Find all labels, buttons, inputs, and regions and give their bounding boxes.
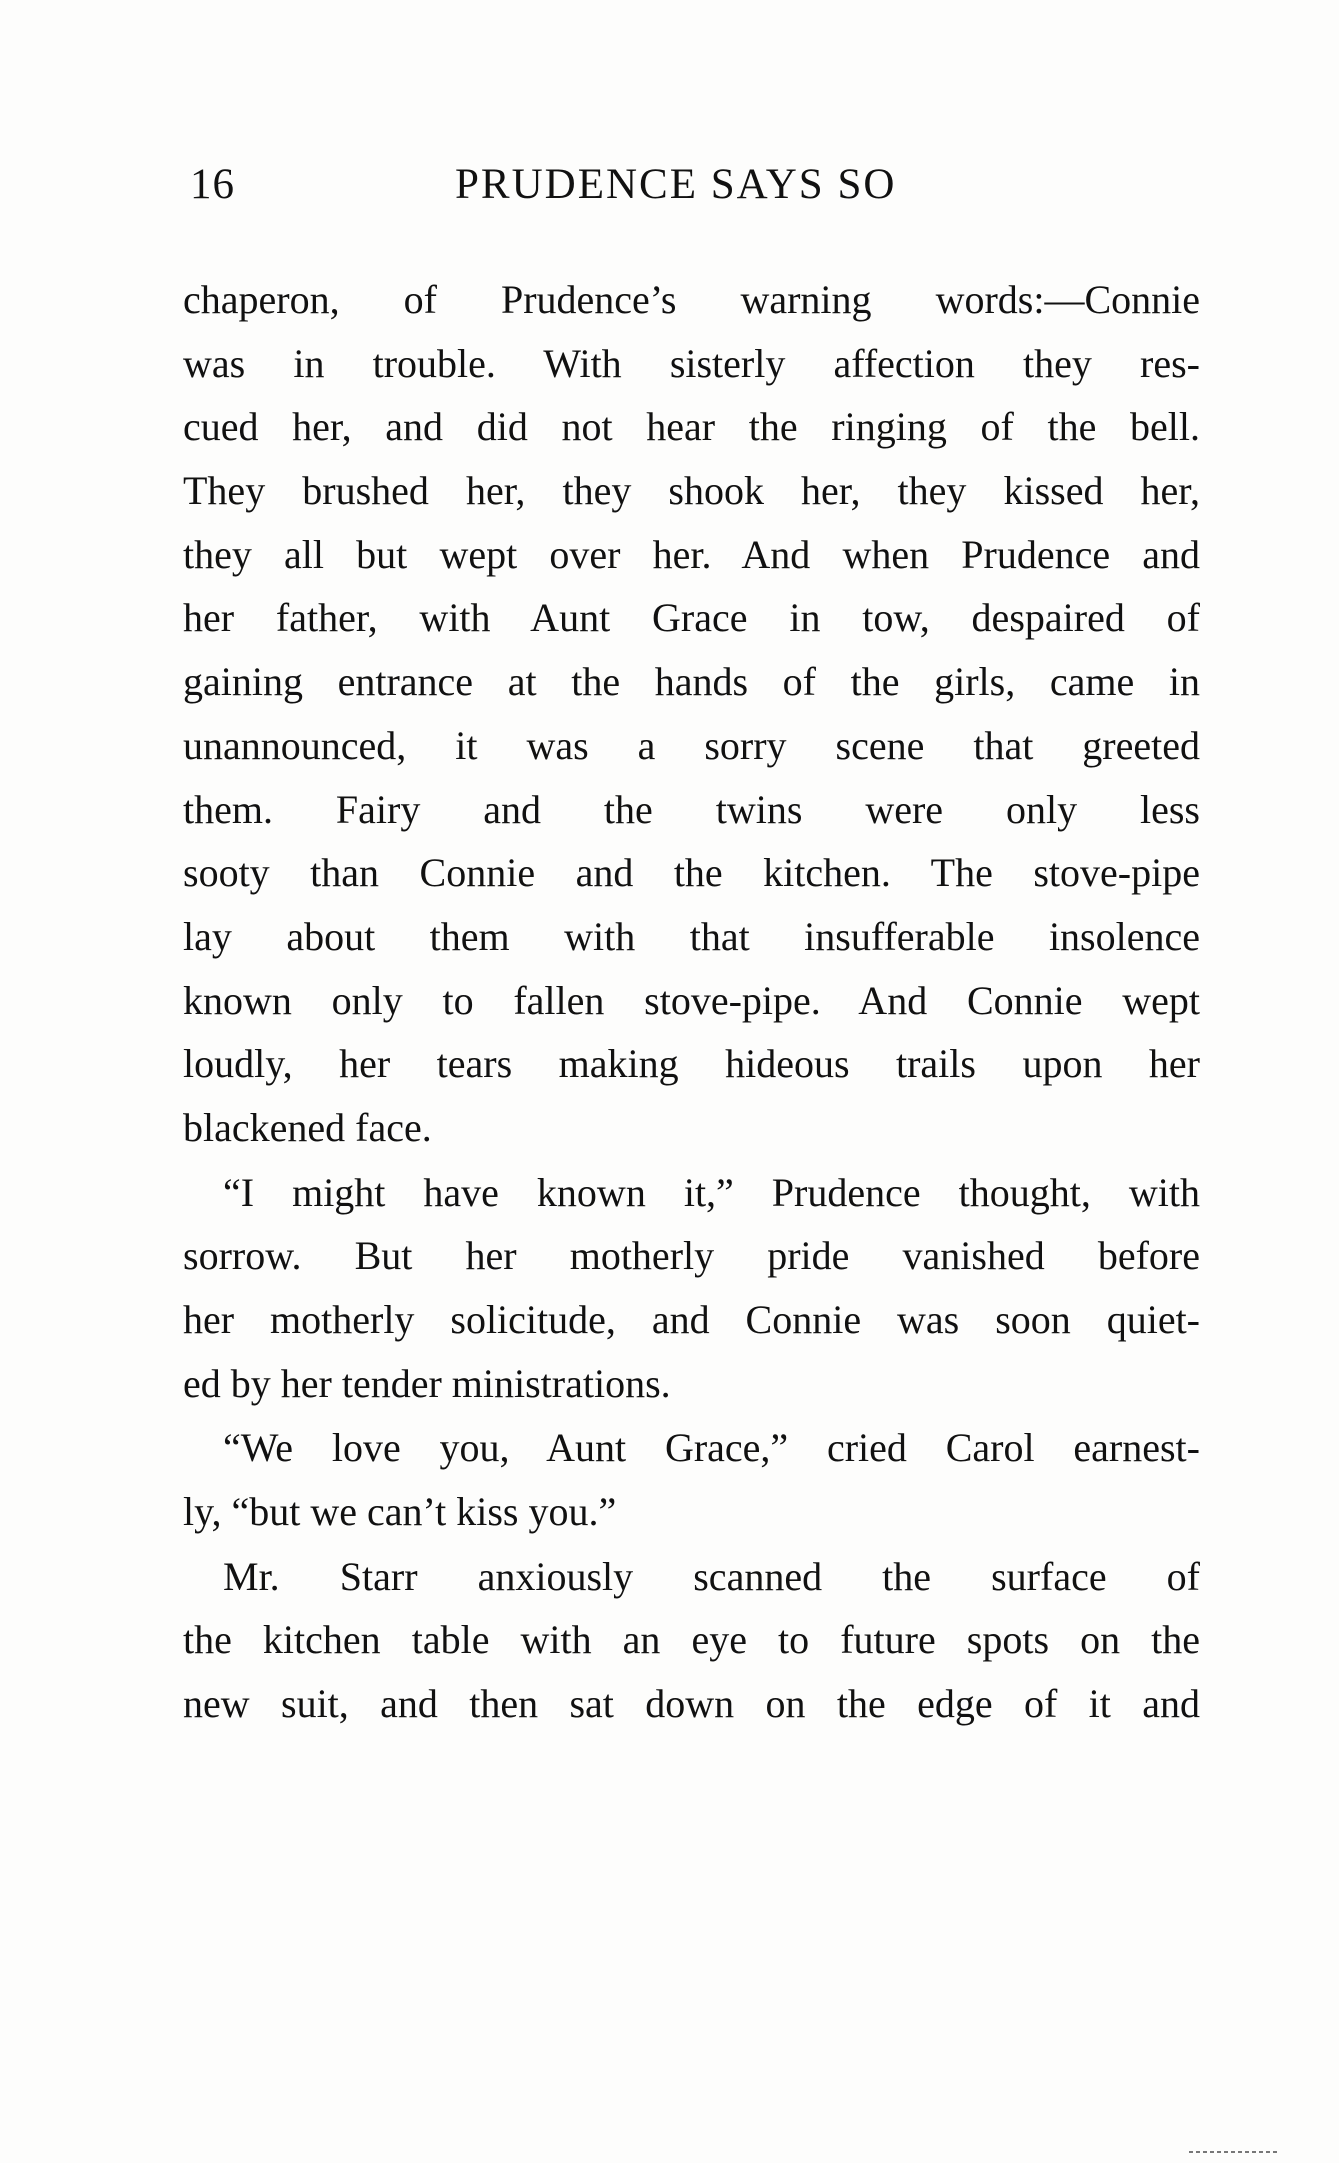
text-line: chaperon, of Prudence’s warning words:—Connie (183, 277, 1200, 322)
text-line: the kitchen table with an eye to future spots on the (183, 1617, 1200, 1663)
text-line: they all but wept over her. And when Prudence and (183, 531, 1200, 577)
text-line: cued her, and did not hear the ringing of the bell. (183, 404, 1200, 450)
scan-artifact-line (1189, 2151, 1279, 2153)
text-line: lay about them with that insufferable insolence (183, 913, 1200, 959)
text-line: blackened face. (183, 1104, 432, 1150)
text-line: new suit, and then sat down on the edge of it and (183, 1681, 1200, 1727)
book-title: PRUDENCE SAYS SO (455, 161, 897, 208)
paragraph (183, 1545, 1200, 1736)
text-line: was in trouble. With sisterly affection they res- (183, 340, 1200, 386)
paragraph (183, 1416, 1200, 1543)
text-line: unannounced, it was a sorry scene that greeted (183, 722, 1200, 768)
text-line: her motherly solicitude, and Connie was soon quiet- (183, 1297, 1200, 1342)
text-line: “We love you, Aunt Grace,” cried Carol earnest- (223, 1425, 1200, 1471)
text-line: known only to fallen stove-pipe. And Connie wept (183, 977, 1200, 1023)
text-line: loudly, her tears making hideous trails upon her (183, 1041, 1200, 1087)
paragraph (183, 268, 1200, 1160)
page-number: 16 (190, 161, 235, 208)
text-line: her father, with Aunt Grace in tow, despaired of (183, 595, 1200, 641)
body-text (183, 268, 1200, 1736)
text-line: ly, “but we can’t kiss you.” (183, 1489, 617, 1535)
text-line: ed by her tender ministrations. (183, 1360, 671, 1406)
text-line: They brushed her, they shook her, they kissed her, (183, 468, 1200, 514)
text-line: sorrow. But her motherly pride vanished before (183, 1233, 1200, 1279)
running-header (190, 160, 1200, 220)
text-line: them. Fairy and the twins were only less (183, 786, 1200, 832)
text-line: Mr. Starr anxiously scanned the surface of (223, 1553, 1200, 1599)
text-line: “I might have known it,” Prudence thought, with (223, 1169, 1200, 1215)
text-line: sooty than Connie and the kitchen. The stove-pipe (183, 850, 1200, 896)
paragraph (183, 1161, 1200, 1416)
text-line: gaining entrance at the hands of the girls, came in (183, 659, 1200, 705)
